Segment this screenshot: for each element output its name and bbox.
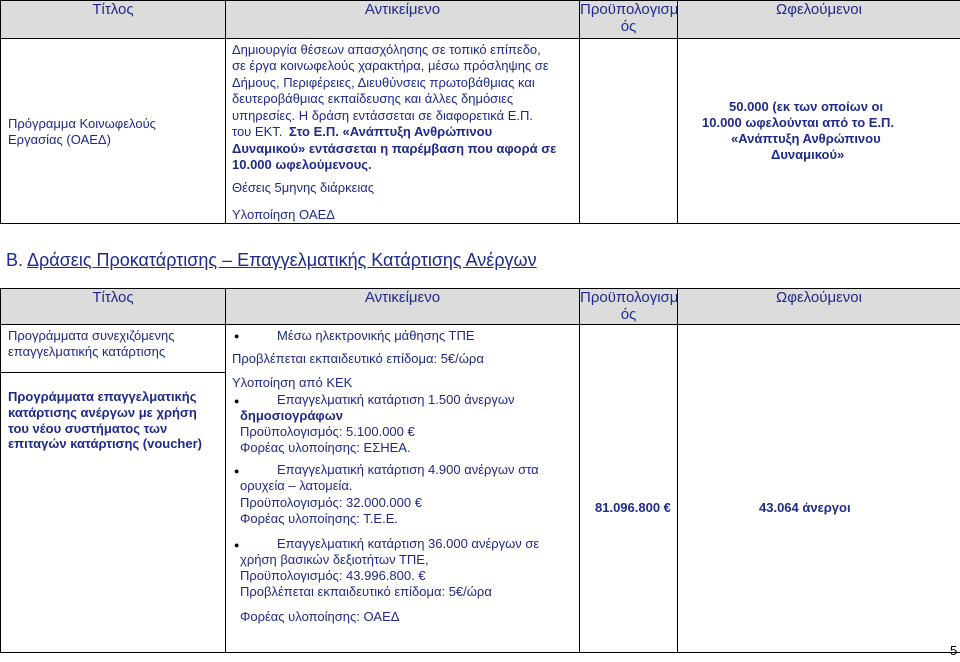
object-line: Υλοποίηση ΟΑΕΔ — [232, 207, 335, 222]
object-line-bold: δημοσιογράφων — [240, 408, 343, 423]
header-budget: Προϋπολογισμ ός — [580, 1, 678, 39]
object-line: υπηρεσίες. Η δράση εντάσσεται σε διαφορετικά Ε.Π. — [232, 108, 533, 123]
object-line-bold: Στο Ε.Π. «Ανάπτυξη Ανθρώπινου — [289, 124, 493, 139]
row-title-line: κατάρτισης ανέργων με χρήση — [8, 405, 197, 420]
beneficiaries-line: 50.000 (εκ των οποίων οι — [729, 99, 884, 114]
row-title-line: επαγγελματικής κατάρτισης — [8, 344, 166, 359]
row-title-line: Πρόγραμμα Κοινωφελούς — [8, 116, 156, 131]
object-line: Θέσεις 5μηνης διάρκειας — [232, 180, 375, 195]
object-line: χρήση βασικών δεξιοτήτων ΤΠΕ, — [240, 552, 429, 567]
object-line: Φορέας υλοποίησης: ΟΑΕΔ — [240, 609, 400, 624]
object-line: Προϋπολογισμός: 43.996.800. € — [240, 568, 426, 583]
beneficiaries-line: «Ανάπτυξη Ανθρώπινου — [731, 131, 881, 146]
object-line: Υλοποίηση από ΚΕΚ — [232, 375, 353, 390]
beneficiaries-line: 10.000 ωφελούνται από το Ε.Π. — [702, 115, 895, 130]
object-line: Προϋπολογισμός: 5.100.000 € — [240, 424, 415, 439]
object-line: Δημιουργία θέσεων απασχόλησης σε τοπικό επίπεδο, — [232, 42, 541, 57]
row-title-line: Προγράμματα συνεχιζόμενης — [8, 328, 175, 343]
bullet-icon: ● — [234, 466, 240, 476]
section-title: Β. Δράσεις Προκατάρτισης – Επαγγελματικής Κατάρτισης Ανέργων — [6, 250, 537, 270]
object-line: Δήμους, Περιφέρειες, Διευθύνσεις πρωτοβάθμιας και — [232, 75, 535, 90]
object-line-bold: 10.000 ωφελούμενους. — [232, 157, 372, 172]
beneficiaries-line: Δυναμικού» — [771, 147, 845, 162]
table1-header-row — [1, 1, 960, 39]
object-line: Φορέας υλοποίησης: ΕΣΗΕΑ. — [240, 440, 411, 455]
object-line-bold: Δυναμικού» εντάσσεται η παρέμβαση που αφορά σε — [232, 141, 557, 156]
row-title-line: του νέου συστήματος των — [8, 421, 168, 436]
header-object: Αντικείμενο — [226, 289, 580, 325]
object-line: του ΕΚΤ. — [232, 124, 283, 139]
header-beneficiaries: Ωφελούμενοι — [678, 1, 960, 39]
object-line: Φορέας υλοποίησης: Τ.Ε.Ε. — [240, 511, 398, 526]
row-title-line: επιταγών κατάρτισης (voucher) — [8, 436, 202, 451]
table2-header-row — [1, 289, 960, 325]
budget-value: 81.096.800 € — [595, 500, 671, 515]
header-beneficiaries: Ωφελούμενοι — [678, 289, 960, 325]
object-line: Μέσω ηλεκτρονικής μάθησης ΤΠΕ — [277, 328, 475, 343]
header-title: Τίτλος — [1, 289, 226, 325]
header-budget: Προϋπολογισμ ός — [580, 289, 679, 323]
object-line: Προβλέπεται εκπαιδευτικό επίδομα: 5€/ώρα — [240, 584, 492, 599]
beneficiaries-value: 43.064 άνεργοι — [759, 500, 851, 515]
object-line: Επαγγελματική κατάρτιση 36.000 ανέργων σε — [277, 536, 540, 551]
header-title: Τίτλος — [1, 1, 226, 39]
bullet-icon: ● — [234, 540, 240, 550]
row-title-line: Εργασίας (ΟΑΕΔ) — [8, 132, 111, 147]
object-line: Προβλέπεται εκπαιδευτικό επίδομα: 5€/ώρα — [232, 351, 484, 366]
object-line: Προϋπολογισμός: 32.000.000 € — [240, 495, 422, 510]
object-line: ορυχεία – λατομεία. — [240, 478, 353, 493]
row-title-line: Προγράμματα επαγγελματικής — [8, 389, 197, 404]
header-object: Αντικείμενο — [226, 1, 580, 39]
object-line: Επαγγελματική κατάρτιση 4.900 ανέργων στα — [277, 462, 539, 477]
object-line: δευτεροβάθμιας εκπαίδευσης και άλλες δημόσιες — [232, 91, 514, 106]
page-number: 5 — [950, 643, 958, 658]
object-line: σε έργα κοινωφελούς χαρακτήρα, μέσω πρόσληψης σε — [232, 58, 549, 73]
bullet-icon: ● — [234, 396, 240, 406]
object-line: Επαγγελματική κατάρτιση 1.500 άνεργων — [277, 392, 515, 407]
bullet-icon: ● — [234, 331, 240, 341]
